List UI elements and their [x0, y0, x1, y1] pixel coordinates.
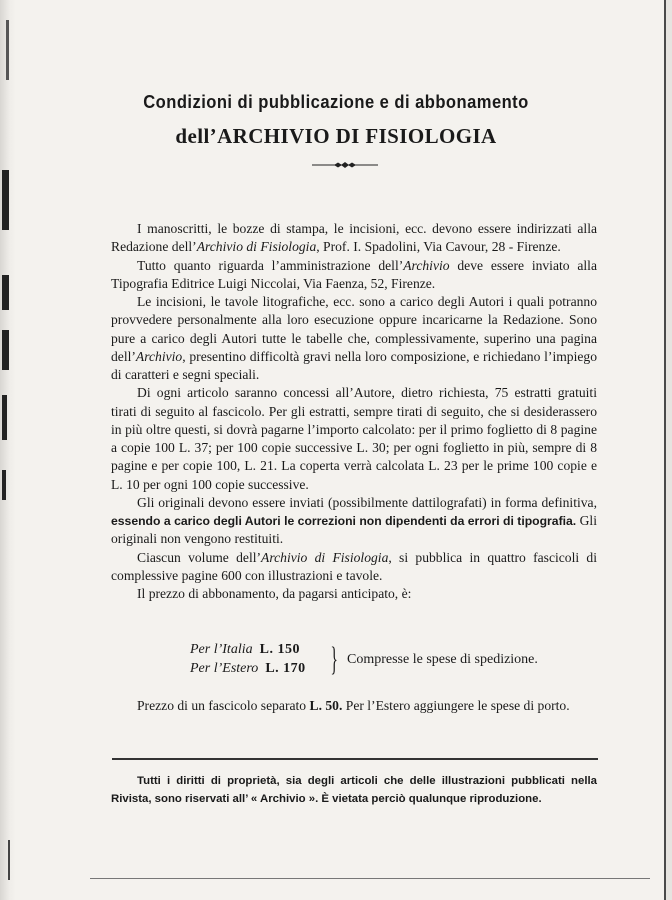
paragraph-offprints: Di ogni articolo saranno concessi all’Autore, dietro richiesta, 75 estratti gratuiti tirati di seguito al fascicolo. Per gli estratti, sempre tirati di seguito, che si desiderassero in più oltre questi, si dovrà pagarne l’importo calcolato: per il primo foglietto di 8 pagine a copie 100 L. 37; per 100 copie successive L. 30; per ogni foglietto in più, sempre di 8 pagine e per copie 100, L. 21. La coperta verrà calcolata L. 23 per le prime 100 copie e L. 10 per ogni 100 copie successive.	[111, 385, 597, 492]
brace-glyph: }	[330, 641, 338, 678]
paragraph-manuscripts: I manoscritti, le bozze di stampa, le incisioni, ecc. devono essere indirizzati alla Redazione dell’Archivio di Fisiologia, Prof. I. Spadolini, Via Cavour, 28 - Firenze.	[111, 221, 597, 255]
rights-notice: Tutti i diritti di proprietà, sia degli articoli che delle illustrazioni pubblicati nella Rivista, sono riservati all’ « Archivio ». È vietata perciò qualunque riproduzione.	[111, 775, 597, 805]
paragraph-illustrations: Le incisioni, le tavole litografiche, ecc. sono a carico degli Autori i quali potranno provvedere personalmente alla loro esecuzione oppure incaricarne la Redazione. Sono pure a carico degli Autori tutte le tabelle che, complessivamente, superino una pagina dell’Archivio, presentino difficoltà gravi nella loro composizione, e richiedano l’impiego di caratteri e segni speciali.	[111, 294, 597, 382]
footer-divider	[112, 758, 598, 760]
ornament-divider	[312, 160, 378, 170]
paragraph-originals: Gli originali devono essere inviati (possibilmente dattilografati) in forma definitiva, essendo a carico degli Autori le correzioni non dipendenti da errori di tipografia. Gli originali non vengono restituiti.	[111, 494, 597, 547]
scan-mark	[2, 275, 9, 310]
conditions-body	[111, 220, 597, 603]
scan-mark	[6, 20, 9, 80]
price-row-italy: Per l’Italia L. 150	[190, 642, 300, 657]
page-subtitle: dell’ARCHIVIO DI FISIOLOGIA	[175, 124, 497, 148]
bottom-edge-line	[90, 878, 650, 879]
scan-mark	[2, 330, 9, 370]
paragraph-subscription-intro: Il prezzo di abbonamento, da pagarsi anticipato, è:	[137, 586, 412, 601]
price-row-abroad: Per l’Estero L. 170	[190, 661, 306, 676]
paragraph-volume: Ciascun volume dell’Archivio di Fisiologia, si pubblica in quattro fascicoli di complessive pagine 600 con illustrazioni e tavole.	[111, 549, 598, 583]
scan-mark	[2, 170, 9, 230]
shipping-note: Compresse le spese di spedizione.	[347, 652, 538, 667]
scan-mark	[2, 470, 6, 500]
subscription-prices	[190, 642, 570, 682]
single-issue-price: Prezzo di un fascicolo separato L. 50. Per l’Estero aggiungere le spese di porto.	[137, 698, 570, 713]
paragraph-administration: Tutto quanto riguarda l’amministrazione dell’Archivio deve essere inviato alla Tipografia Editrice Luigi Niccolai, Via Faenza, 52, Firenze.	[111, 257, 597, 291]
scan-mark	[2, 395, 7, 440]
page-title: Condizioni di pubblicazione e di abbonamento	[143, 92, 529, 112]
scan-mark	[8, 840, 10, 880]
